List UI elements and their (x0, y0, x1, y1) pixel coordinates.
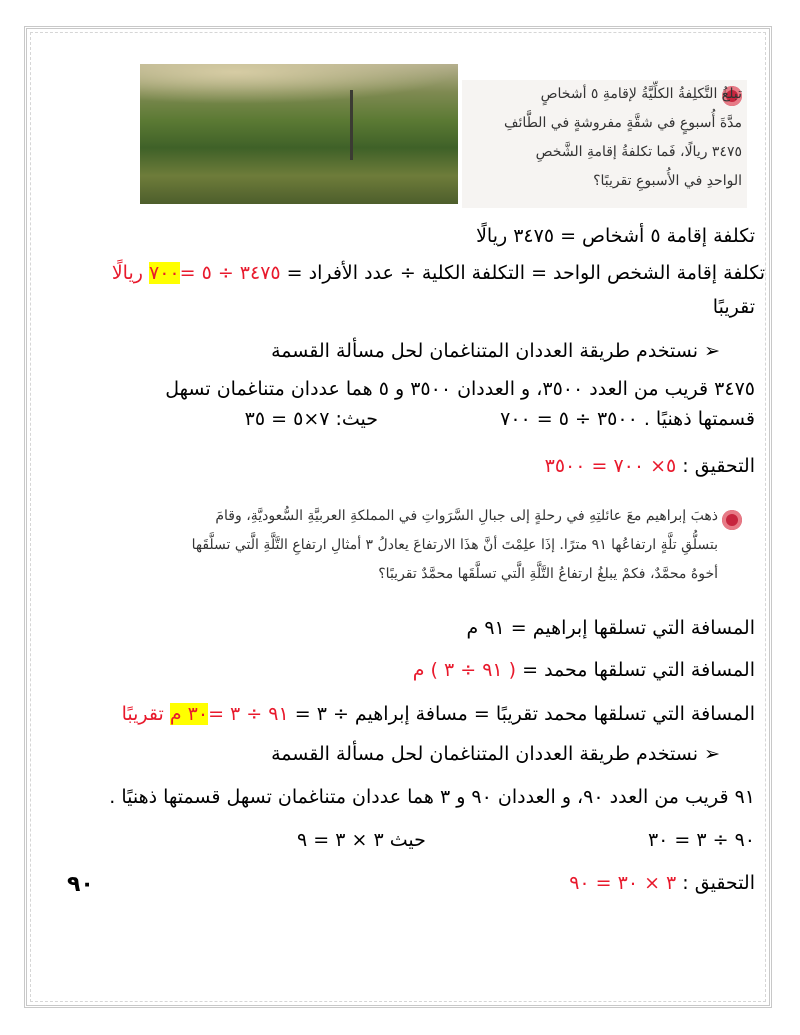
q2-formula3-result: ٣٠ م (169, 703, 209, 725)
q2-formula-text: المسافة التي تسلقها محمد = (522, 659, 755, 681)
page-number: ٩٠ (67, 872, 94, 897)
book-line: مدَّةَ أُسبوعٍ في شقَّةٍ مفروشةٍ في الطَّائفِ (504, 115, 742, 131)
q2-strategy: ➢ نستخدم طريقة العددان المتناغمان لحل مسألة القسمة (271, 743, 720, 765)
q2-explain1: ٩١ قريب من العدد ٩٠، و العددان ٩٠ و ٣ هما عددان متناغمان تسهل قسمتها ذهنيًا . (109, 786, 755, 808)
question-1-text (442, 80, 742, 196)
q1-formula-calc: ٣٤٧٥ ÷ ٥ = (179, 262, 281, 284)
q2-explain2 (40, 826, 755, 854)
book-line: الواحدِ في الأُسبوعِ تقريبًا؟ (593, 173, 742, 189)
q2-explain2b: حيث ٣ × ٣ = ٩ (297, 829, 426, 851)
q1-check-label: التحقيق : (682, 455, 755, 477)
q1-answer-line2-cont: تقريبًا (712, 296, 755, 318)
book-line: بتسلُّقِ تلَّةٍ ارتفاعُها ٩١ مترًا. إذَا علِمْتَ أنَّ هذَا الارتفاعَ يعادلُ ٣ أمثالِ ارتفاعِ التَّلَّةِ الَّتي تسلَّقَها (191, 537, 718, 553)
q1-explain2a: قسمتها ذهنيًا . ٣٥٠٠ ÷ ٥ = ٧٠٠ (500, 408, 755, 430)
q2-check-label: التحقيق : (682, 872, 755, 894)
question-2-badge (722, 510, 742, 530)
q1-explain1: ٣٤٧٥ قريب من العدد ٣٥٠٠، و العددان ٣٥٠٠ و ٥ هما عددان متناغمان تسهل (165, 378, 755, 400)
question-2-text (78, 502, 718, 589)
q1-explain2 (40, 405, 755, 433)
q2-explain2a: ٩٠ ÷ ٣ = ٣٠ (647, 829, 755, 851)
mountain-photo (140, 64, 458, 204)
q1-formula-unit: ريالًا (111, 262, 143, 284)
q1-check-value: ٥× ٧٠٠ = ٣٥٠٠ (544, 455, 677, 477)
pole (350, 90, 353, 160)
q2-formula3-unit: تقريبًا (121, 703, 164, 725)
q2-check-value: ٣ × ٣٠ = ٩٠ (569, 872, 677, 894)
q1-formula-text: تكلفة إقامة الشخص الواحد = التكلفة الكلية ÷ عدد الأفراد = (286, 262, 765, 284)
book-line: تبلغُ التَّكلِفةُ الكلِّيَّةُ لإقامةِ ٥ أشخاصٍ (540, 86, 742, 102)
q2-formula3-text: المسافة التي تسلقها محمد تقريبًا = مسافة إبراهيم ÷ ٣ = (294, 703, 755, 725)
q1-answer-line2 (20, 259, 765, 287)
book-line: أخوهُ محمَّدٌ، فكمْ يبلغُ ارتفاعُ التَّلَّةِ الَّتي تسلَّقَها محمَّدٌ تقريبًا؟ (378, 566, 718, 582)
q2-answer-line3 (40, 700, 755, 728)
q1-formula-result: ٧٠٠ (148, 262, 180, 284)
q2-answer-line1: المسافة التي تسلقها إبراهيم = ٩١ م (466, 617, 755, 639)
book-line: ذهبَ إبراهيم معَ عائلتِهِ في رحلةٍ إلى جبالِ السَّرَواتِ في المملكةِ العربيَّةِ السُّعوديَّةِ، وقامَ (215, 508, 718, 524)
q1-answer-line1: تكلفة إقامة ٥ أشخاص = ٣٤٧٥ ريالًا (476, 225, 755, 247)
q2-answer-line2 (40, 656, 755, 684)
q2-formula3-calc: ٩١ ÷ ٣ = (208, 703, 289, 725)
book-line: ٣٤٧٥ ريالًا، فَما تكلفةُ إقامةِ الشَّخصِ (535, 144, 742, 160)
q2-check (40, 869, 755, 897)
q1-strategy: ➢ نستخدم طريقة العددان المتناغمان لحل مسألة القسمة (271, 340, 720, 362)
q2-formula-calc: ( ٩١ ÷ ٣ ) م (412, 659, 517, 681)
q1-explain2b: حيث: ٧×٥ = ٣٥ (244, 408, 379, 430)
q1-check (40, 452, 755, 480)
